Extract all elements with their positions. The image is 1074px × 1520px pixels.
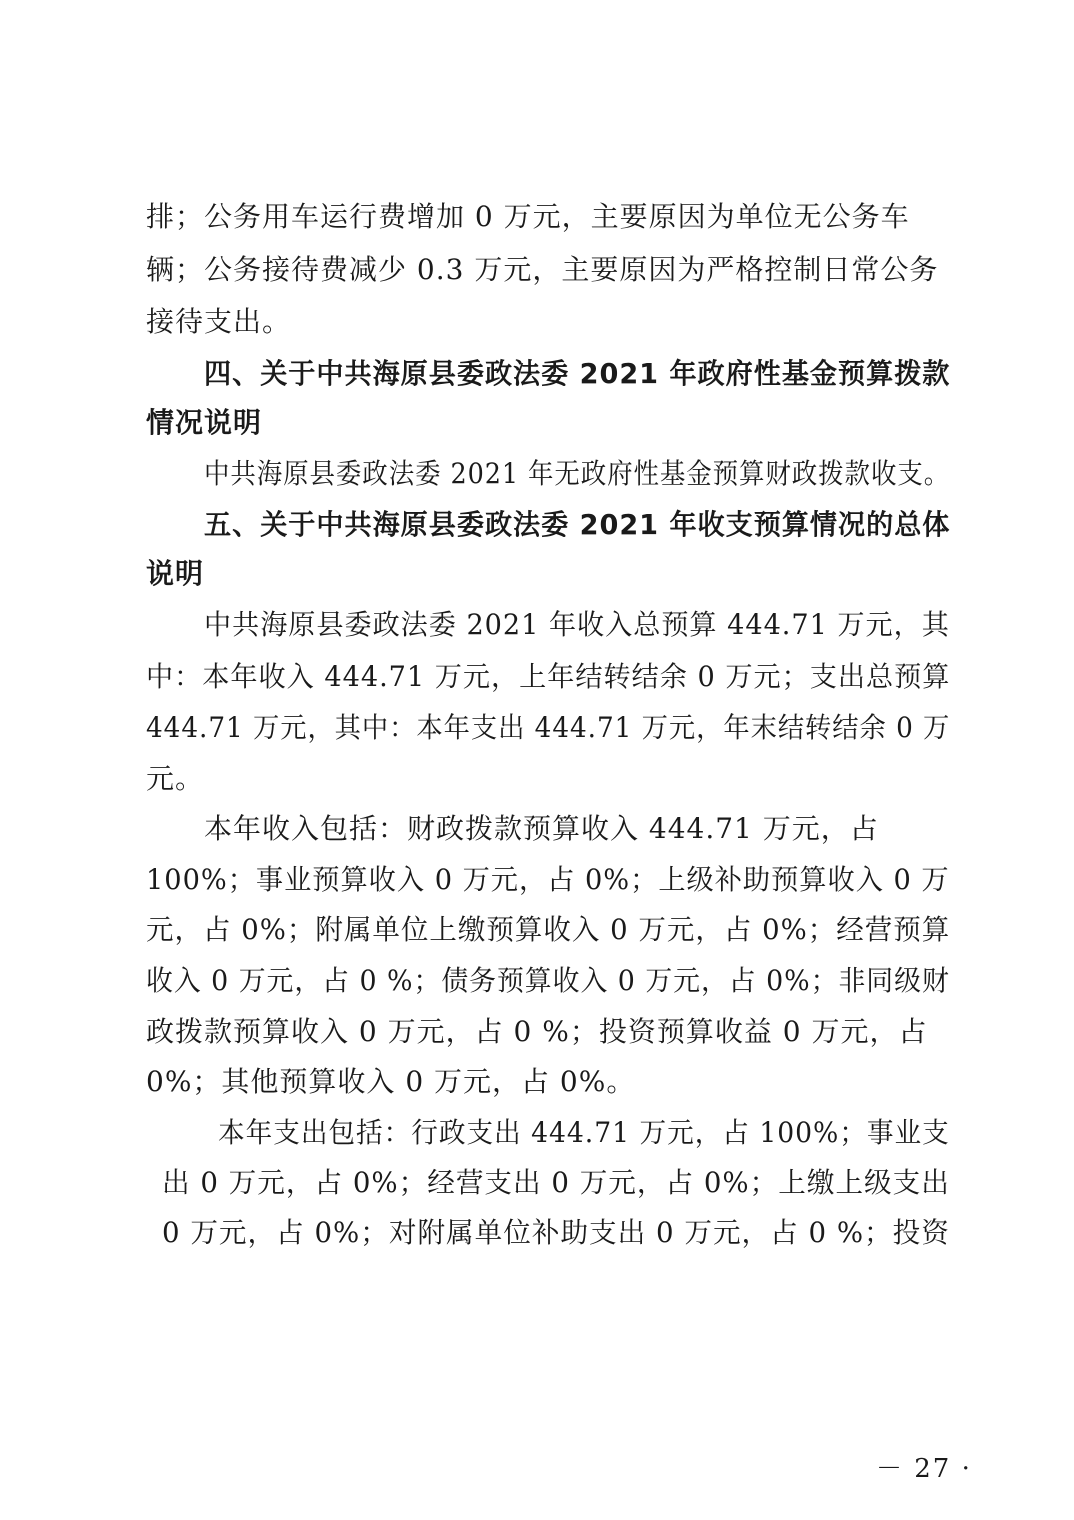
body-line: 0 万元，占 0%；对附属单位补助支出 0 万元，占 0 %；投资 (162, 1216, 950, 1249)
body-line: 中共海原县委政法委 2021 年收入总预算 444.71 万元，其 (204, 608, 950, 641)
body-line: 接待支出。 (146, 305, 292, 338)
body-line: 中：本年收入 444.71 万元，上年结转结余 0 万元；支出总预算 (146, 660, 951, 693)
body-line: 政拨款预算收入 0 万元，占 0 %；投资预算收益 0 万元，占 (146, 1015, 928, 1048)
body-line: 100%；事业预算收入 0 万元，占 0%；上级补助预算收入 0 万 (146, 863, 950, 896)
section-heading: 说明 (146, 557, 205, 590)
body-line: 444.71 万元，其中：本年支出 444.71 万元，年末结转结余 0 万 (146, 711, 951, 744)
section-heading: 五、关于中共海原县委政法委 2021 年收支预算情况的总体 (204, 508, 951, 541)
body-line: 元。 (146, 762, 205, 795)
section-heading: 四、关于中共海原县委政法委 2021 年政府性基金预算拨款 (204, 357, 951, 390)
body-line: 辆；公务接待费减少 0.3 万元，主要原因为严格控制日常公务 (146, 253, 939, 286)
body-line: 元，占 0%；附属单位上缴预算收入 0 万元，占 0%；经营预算 (146, 913, 951, 946)
page-number: － 27 · (876, 1454, 972, 1484)
section-heading: 情况说明 (146, 406, 263, 439)
body-line: 排；公务用车运行费增加 0 万元，主要原因为单位无公务车 (146, 200, 910, 233)
body-line: 本年支出包括：行政支出 444.71 万元，占 100%；事业支 (218, 1116, 950, 1149)
body-line: 出 0 万元，占 0%；经营支出 0 万元，占 0%；上缴上级支出 (162, 1166, 950, 1199)
body-line: 0%；其他预算收入 0 万元，占 0%。 (146, 1065, 636, 1098)
body-line: 中共海原县委政法委 2021 年无政府性基金预算财政拨款收支。 (204, 457, 951, 490)
body-line: 收入 0 万元，占 0 %；债务预算收入 0 万元，占 0%；非同级财 (146, 964, 950, 997)
body-line: 本年收入包括：财政拨款预算收入 444.71 万元，占 (204, 812, 879, 845)
